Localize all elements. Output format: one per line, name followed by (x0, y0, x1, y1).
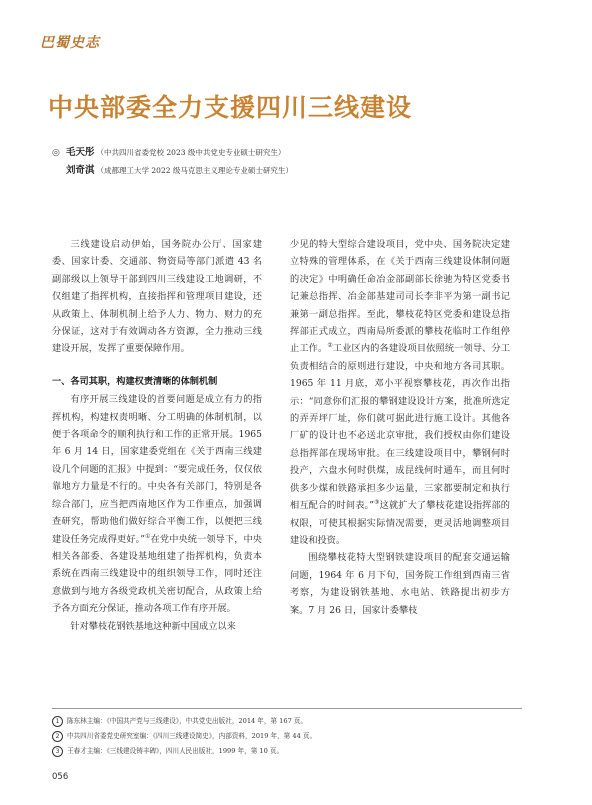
footnote-ref[interactable]: ② (327, 342, 333, 350)
footnote (52, 744, 316, 759)
author-affiliation: （中共四川省委党校 2023 级中共党史专业硕士研究生） (96, 148, 286, 157)
body-paragraph (290, 236, 510, 549)
footnote-text: 中共四川省委党史研究室编：《四川三线建设简史》，内部资料，2019 年，第 44 页。 (67, 732, 317, 740)
article-title: 中央部委全力支援四川三线建设 (48, 93, 413, 122)
section-logo: 巴蜀史志 (40, 35, 100, 51)
body-paragraph: 围绕攀枝花特大型钢铁建设项目的配套交通运输问题，1964 年 6 月下旬，国务院工作组到西南三省考察，为建设钢铁基地、水电站、铁路提出初步方案。7 月 26 日，国家计委攀枝 (290, 552, 510, 616)
page-number: 056 (52, 772, 69, 782)
footnote (52, 729, 316, 744)
author-bullet: ◎ (52, 148, 60, 158)
section-heading: 一、各司其职，构建权责清晰的体制机制 (52, 375, 218, 387)
paragraph-text: 有序开展三线建设的首要问题是成立有力的指挥机构，构建权责明晰、分工明确的体制机制，以便于各项命令的顺利执行和工作的正常开展。1965 年 6 月 14 日，国家建委党组在《关于西南三线建设几个问题的汇报》中提到：“要完成任务，仅仅依靠地方力量是不行的。中央各有关部门，特别是各综合部门，应当把西南地区作为工作重点，加强调查研究，帮助他们做好综合平衡工作，以便把三线建设任务完成得更好。” (52, 394, 262, 545)
footnote-divider (52, 708, 522, 709)
footnote-number: 3 (52, 746, 63, 757)
intro-paragraph: 三线建设启动伊始，国务院办公厅、国家建委、国家计委、交通部、物资局等部门派遣 43 名副部级以上领导干部到四川三线建设工地调研，不仅组建了指挥机构，直接指挥和管理项目建设，还从政策上、体制机制上给予人力、物力、财力的充分保证，这对于有效调动各方资源，全力推动三线建设开展，发挥了重要保障作用。 (52, 239, 262, 355)
footnote-ref[interactable]: ① (145, 532, 151, 540)
author-affiliation: （成都理工大学 2022 级马克思主义理论专业硕士研究生） (96, 166, 293, 175)
author-line (52, 162, 293, 180)
paragraph-text: 在党中央统一领导下，中央相关各部委、各建设基地组建了指挥机构，负责本系统在西南三线建设中的组织领导工作，同时还注意做到与地方各级党政机关密切配合，从政策上给予各方面充分保证，推动各项工作有序开展。 (52, 533, 262, 615)
paragraph-text: 这就扩大了攀枝花建设指挥部的权限，可使其根据实际情况需要，更灵活地调整项目建设和投资。 (290, 500, 510, 546)
footnote-number: 1 (52, 716, 63, 727)
author-name: 毛天彤 (66, 147, 95, 158)
footnote-text: 王春才主编：《三线建设铸丰碑》，四川人民出版社，1999 年，第 10 页。 (67, 747, 284, 755)
footnote-text: 陈东林主编：《中国共产党与三线建设》，中共党史出版社，2014 年，第 167 页。 (67, 717, 308, 725)
author-line (52, 144, 293, 162)
body-paragraph (52, 391, 262, 617)
author-name: 刘奇淇 (66, 165, 95, 176)
author-list (52, 144, 293, 180)
right-column (290, 236, 510, 619)
footnote (52, 714, 316, 729)
footnotes (52, 714, 316, 759)
footnote-number: 2 (52, 731, 63, 742)
left-column (52, 236, 262, 635)
paragraph-text: 工业区内的各建设项目依照统一领导、分工负责相结合的原则进行建设，中央和地方各司其职。1965 年 11 月底，邓小平视察攀枝花，再次作出指示：“同意你们汇报的攀钢建设设计方案，批准所选定的弄弄坪厂址，你们就可据此进行施工设计。其他各厂矿的设计也不必送北京审批，我们授权由你们建设总指挥部在现场审批。在三线建设项目中，攀钢何时投产，六盘水何时供煤，成昆线何时通车，而且何时供多少煤和铁路承担多少运量，三家都要制定和执行相互配合的时间表。” (290, 343, 511, 512)
paragraph-text: 少见的特大型综合建设项目，党中央、国务院决定建立特殊的管理体系，在《关于西南三线建设体制问题的决定》中明确任命冶金部副部长徐驰为特区党委书记兼总指挥、冶金部基建司司长李非平为第一副书记兼第一副总指挥。至此，攀枝花特区党委和建设总指挥部正式成立，西南局所委派的攀枝花临时工作组停止工作。 (290, 239, 510, 355)
body-paragraph: 针对攀枝花钢铁基地这种新中国成立以来 (70, 620, 236, 632)
footnote-ref[interactable]: ③ (373, 499, 380, 507)
